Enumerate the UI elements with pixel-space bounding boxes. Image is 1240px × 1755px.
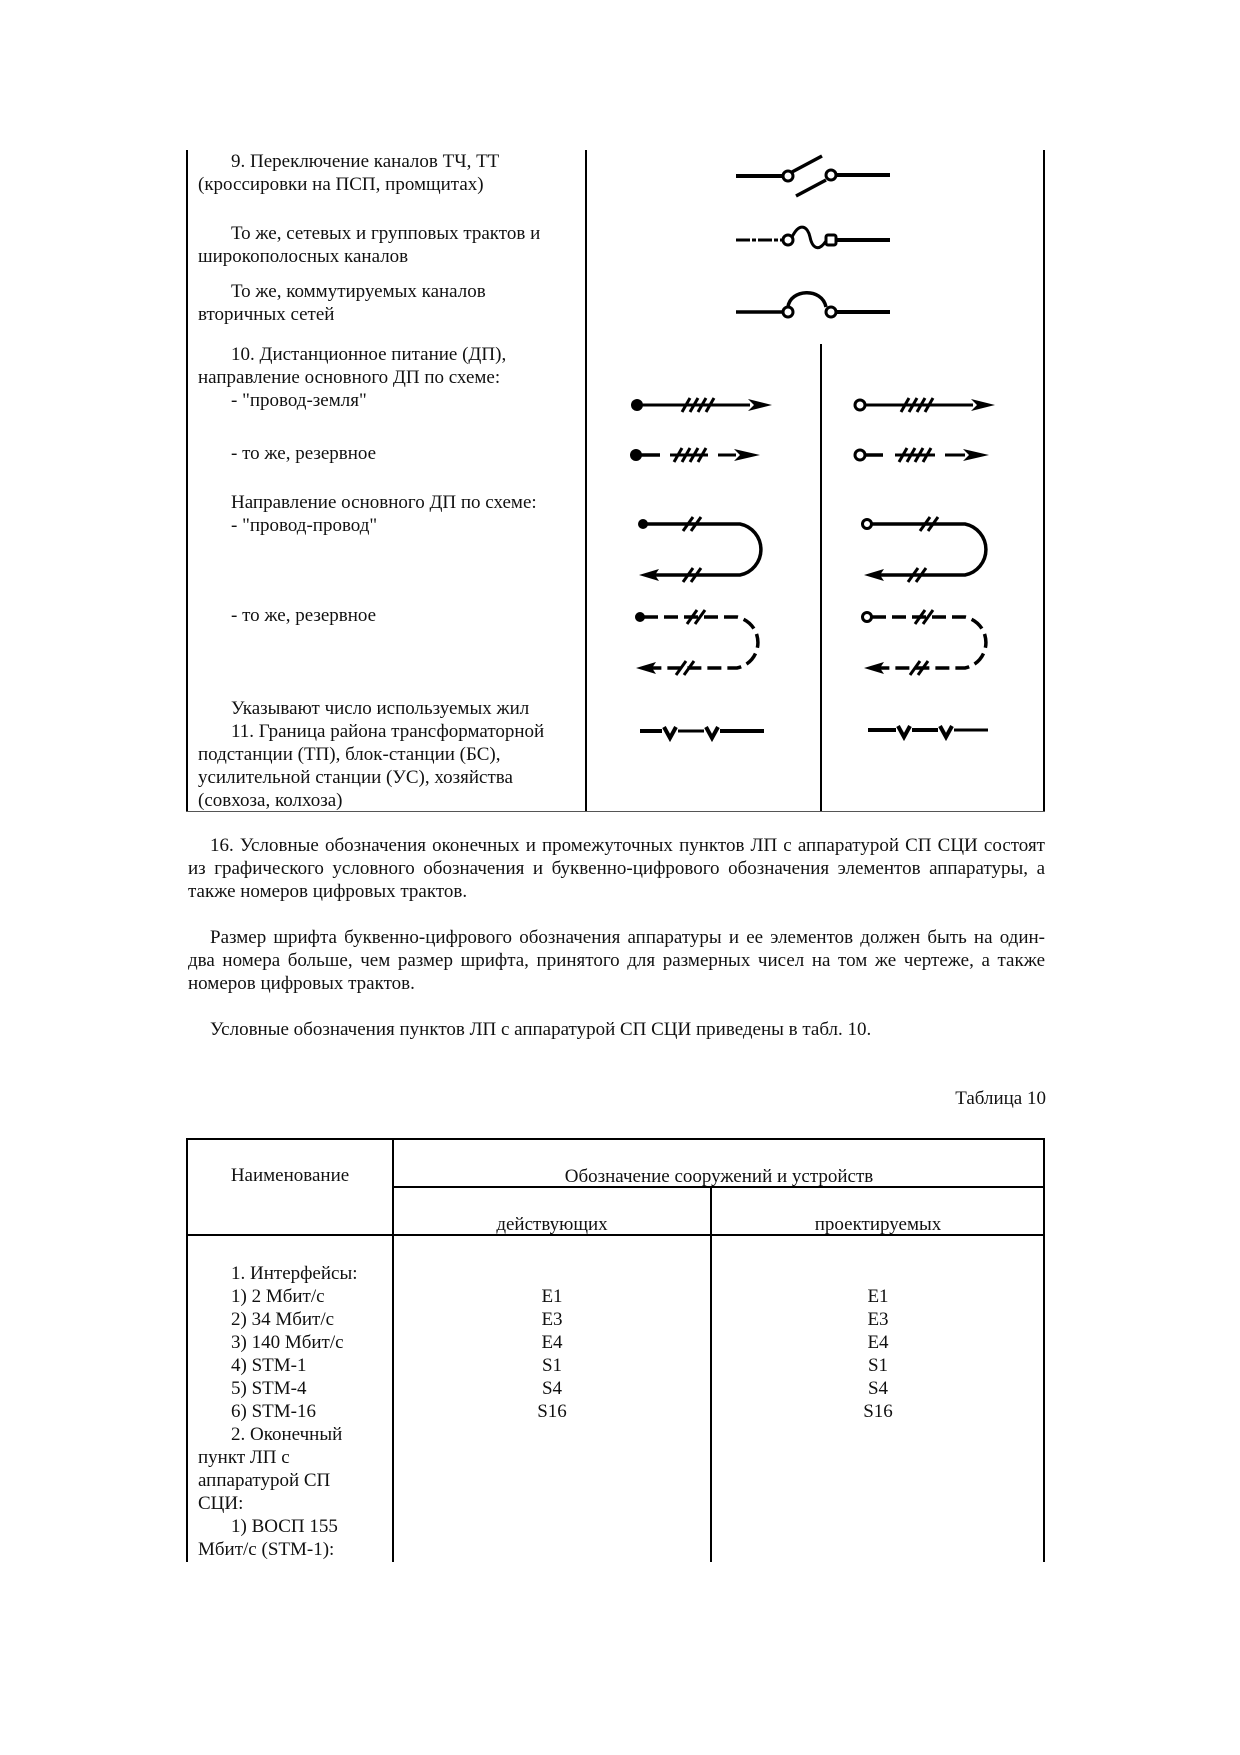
header-planned: проектируемых xyxy=(814,1214,942,1235)
dp-wire-ground-existing-icon xyxy=(630,395,780,415)
table-row-label: То же, сетевых и групповых трактов и широкополосных каналов xyxy=(198,223,541,267)
header-designation: Обозначение сооружений и устройств xyxy=(564,1166,874,1187)
table-row-label: Указывают число используемых жил 11. Граница района трансформаторной подстанции (ТП), блок-станции (БС), усилительной станции (УС), хозяйства (совхоза, колхоза) xyxy=(198,698,545,811)
switch-wave-icon xyxy=(730,225,890,260)
dp-wire-wire-reserve-planned-icon xyxy=(860,608,1000,678)
dp-wire-wire-planned-icon xyxy=(860,515,1000,585)
table-row-label: Направление основного ДП по схеме: - "провод-провод" xyxy=(231,492,537,536)
table-row-label: 10. Дистанционное питание (ДП), направление основного ДП по схеме: - "провод-земля" xyxy=(198,344,507,411)
paragraph-16: 16. Условные обозначения оконечных и промежуточных пунктов ЛП с аппаратурой СП СЦИ состоят из графического условного обозначения и буквенно-цифрового обозначения элементов аппаратуры, а также номеров цифровых трактов. xyxy=(188,835,1045,902)
table-row-label: - то же, резервное xyxy=(231,605,377,626)
table-divider-columns xyxy=(820,344,822,812)
dp-wire-wire-reserve-existing-icon xyxy=(632,608,772,678)
header-name: Наименование xyxy=(230,1165,350,1186)
table-border-left xyxy=(186,150,188,812)
table-row-label: - то же, резервное xyxy=(231,443,377,464)
boundary-planned-icon xyxy=(868,724,998,740)
switch-crossover-icon xyxy=(730,150,890,200)
existing-codes-column: E1 E3 E4 S1 S4 S16 xyxy=(537,1286,567,1422)
table-caption: Таблица 10 xyxy=(955,1088,1046,1109)
header-existing: действующих xyxy=(496,1214,608,1235)
dp-wire-wire-existing-icon xyxy=(635,515,775,585)
switch-arc-icon xyxy=(730,283,890,323)
table-border-left xyxy=(186,1138,188,1562)
name-column: 1. Интерфейсы: 1) 2 Мбит/с 2) 34 Мбит/с 3) 140 Мбит/с 4) STM-1 5) STM-4 6) STM-16 2. Оконечный пункт ЛП с аппаратурой СП СЦИ: 1) ВОСП 155 Мбит/с (STM-1): xyxy=(198,1263,358,1560)
table-border-right xyxy=(1043,150,1045,812)
dp-wire-ground-reserve-planned-icon xyxy=(853,445,1003,465)
table-border-top xyxy=(186,1138,1045,1140)
planned-codes-column: E1 E3 E4 S1 S4 S16 xyxy=(863,1286,893,1422)
table-divider-name xyxy=(585,150,587,812)
table-row-label: 9. Переключение каналов ТЧ, ТТ (кроссировки на ПСП, промщитах) xyxy=(198,151,500,195)
dp-wire-ground-planned-icon xyxy=(853,395,1003,415)
dp-wire-ground-reserve-existing-icon xyxy=(628,445,778,465)
boundary-existing-icon xyxy=(640,725,770,741)
paragraph-font-size: Размер шрифта буквенно-цифрового обозначения аппаратуры и ее элементов должен быть на один-два номера больше, чем размер шрифта, принятого для размерных чисел на том же чертеже, а также номеров цифровых трактов. xyxy=(188,927,1045,994)
table-row-label: То же, коммутируемых каналов вторичных сетей xyxy=(198,281,486,325)
paragraph-table-reference: Условные обозначения пунктов ЛП с аппаратурой СП СЦИ приведены в табл. 10. xyxy=(210,1019,872,1040)
